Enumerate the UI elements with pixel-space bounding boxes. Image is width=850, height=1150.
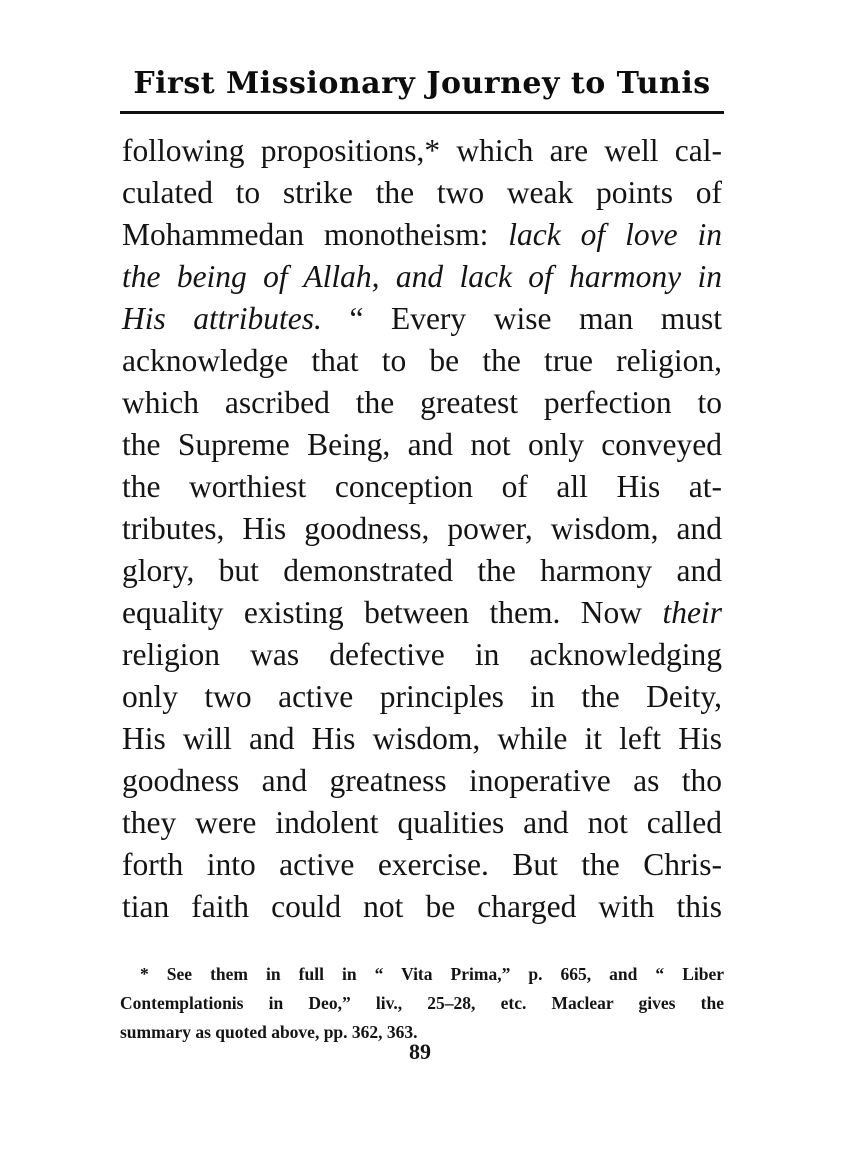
text-line bbox=[122, 130, 722, 172]
text-segment: Mohammedan monotheism: bbox=[122, 217, 509, 252]
italic-text: lack of love in bbox=[508, 217, 722, 252]
italic-text: His attributes. bbox=[122, 301, 322, 336]
text-segment: equality existing between them. Now bbox=[122, 595, 663, 630]
text-line bbox=[122, 634, 722, 676]
text-line bbox=[122, 844, 722, 886]
page-number: 89 bbox=[409, 1039, 431, 1064]
text-line bbox=[122, 802, 722, 844]
text-line bbox=[122, 676, 722, 718]
text-line bbox=[122, 424, 722, 466]
text-line bbox=[122, 298, 722, 340]
text-segment: following propositions,* which are well cal- bbox=[122, 133, 722, 168]
text-segment: only two active principles in the Deity, bbox=[122, 679, 722, 714]
text-segment: tributes, His goodness, power, wisdom, and bbox=[122, 511, 722, 546]
text-line bbox=[122, 466, 722, 508]
text-segment: acknowledge that to be the true religion, bbox=[122, 343, 722, 378]
text-line bbox=[122, 214, 722, 256]
text-line bbox=[122, 382, 722, 424]
text-segment: goodness and greatness inoperative as tho bbox=[122, 763, 722, 798]
footnote-line: summary as quoted above, pp. 362, 363. bbox=[120, 1022, 418, 1042]
body-text bbox=[122, 130, 722, 928]
text-segment: which ascribed the greatest perfection to bbox=[122, 385, 722, 420]
italic-text: their bbox=[662, 595, 722, 630]
text-segment: religion was defective in acknowledging bbox=[122, 637, 722, 672]
text-line bbox=[122, 886, 722, 928]
text-line bbox=[122, 592, 722, 634]
footnote-line: Contemplationis in Deo,” liv., 25–28, etc. Maclear gives the bbox=[120, 993, 724, 1013]
text-segment: forth into active exercise. But the Chris- bbox=[122, 847, 722, 882]
text-line bbox=[122, 718, 722, 760]
text-line bbox=[122, 256, 722, 298]
text-line bbox=[122, 340, 722, 382]
text-segment: the worthiest conception of all His at- bbox=[122, 469, 722, 504]
text-segment: His will and His wisdom, while it left His bbox=[122, 721, 722, 756]
footnote bbox=[120, 960, 724, 1047]
text-line bbox=[122, 550, 722, 592]
footnote-line: * See them in full in “ Vita Prima,” p. 665, and “ Liber bbox=[140, 964, 724, 984]
text-segment: the Supreme Being, and not only conveyed bbox=[122, 427, 722, 462]
text-segment: “ Every wise man must bbox=[321, 301, 722, 336]
text-line bbox=[122, 172, 722, 214]
text-line bbox=[122, 508, 722, 550]
text-segment: culated to strike the two weak points of bbox=[122, 175, 722, 210]
text-segment: glory, but demonstrated the harmony and bbox=[122, 553, 722, 588]
text-segment: they were indolent qualities and not called bbox=[122, 805, 722, 840]
text-line bbox=[122, 760, 722, 802]
italic-text: the being of Allah, and lack of harmony in bbox=[122, 259, 722, 294]
text-segment: tian faith could not be charged with this bbox=[122, 889, 722, 924]
header-rule bbox=[120, 111, 724, 114]
running-head: First Missionary Journey to Tunis bbox=[133, 66, 711, 101]
